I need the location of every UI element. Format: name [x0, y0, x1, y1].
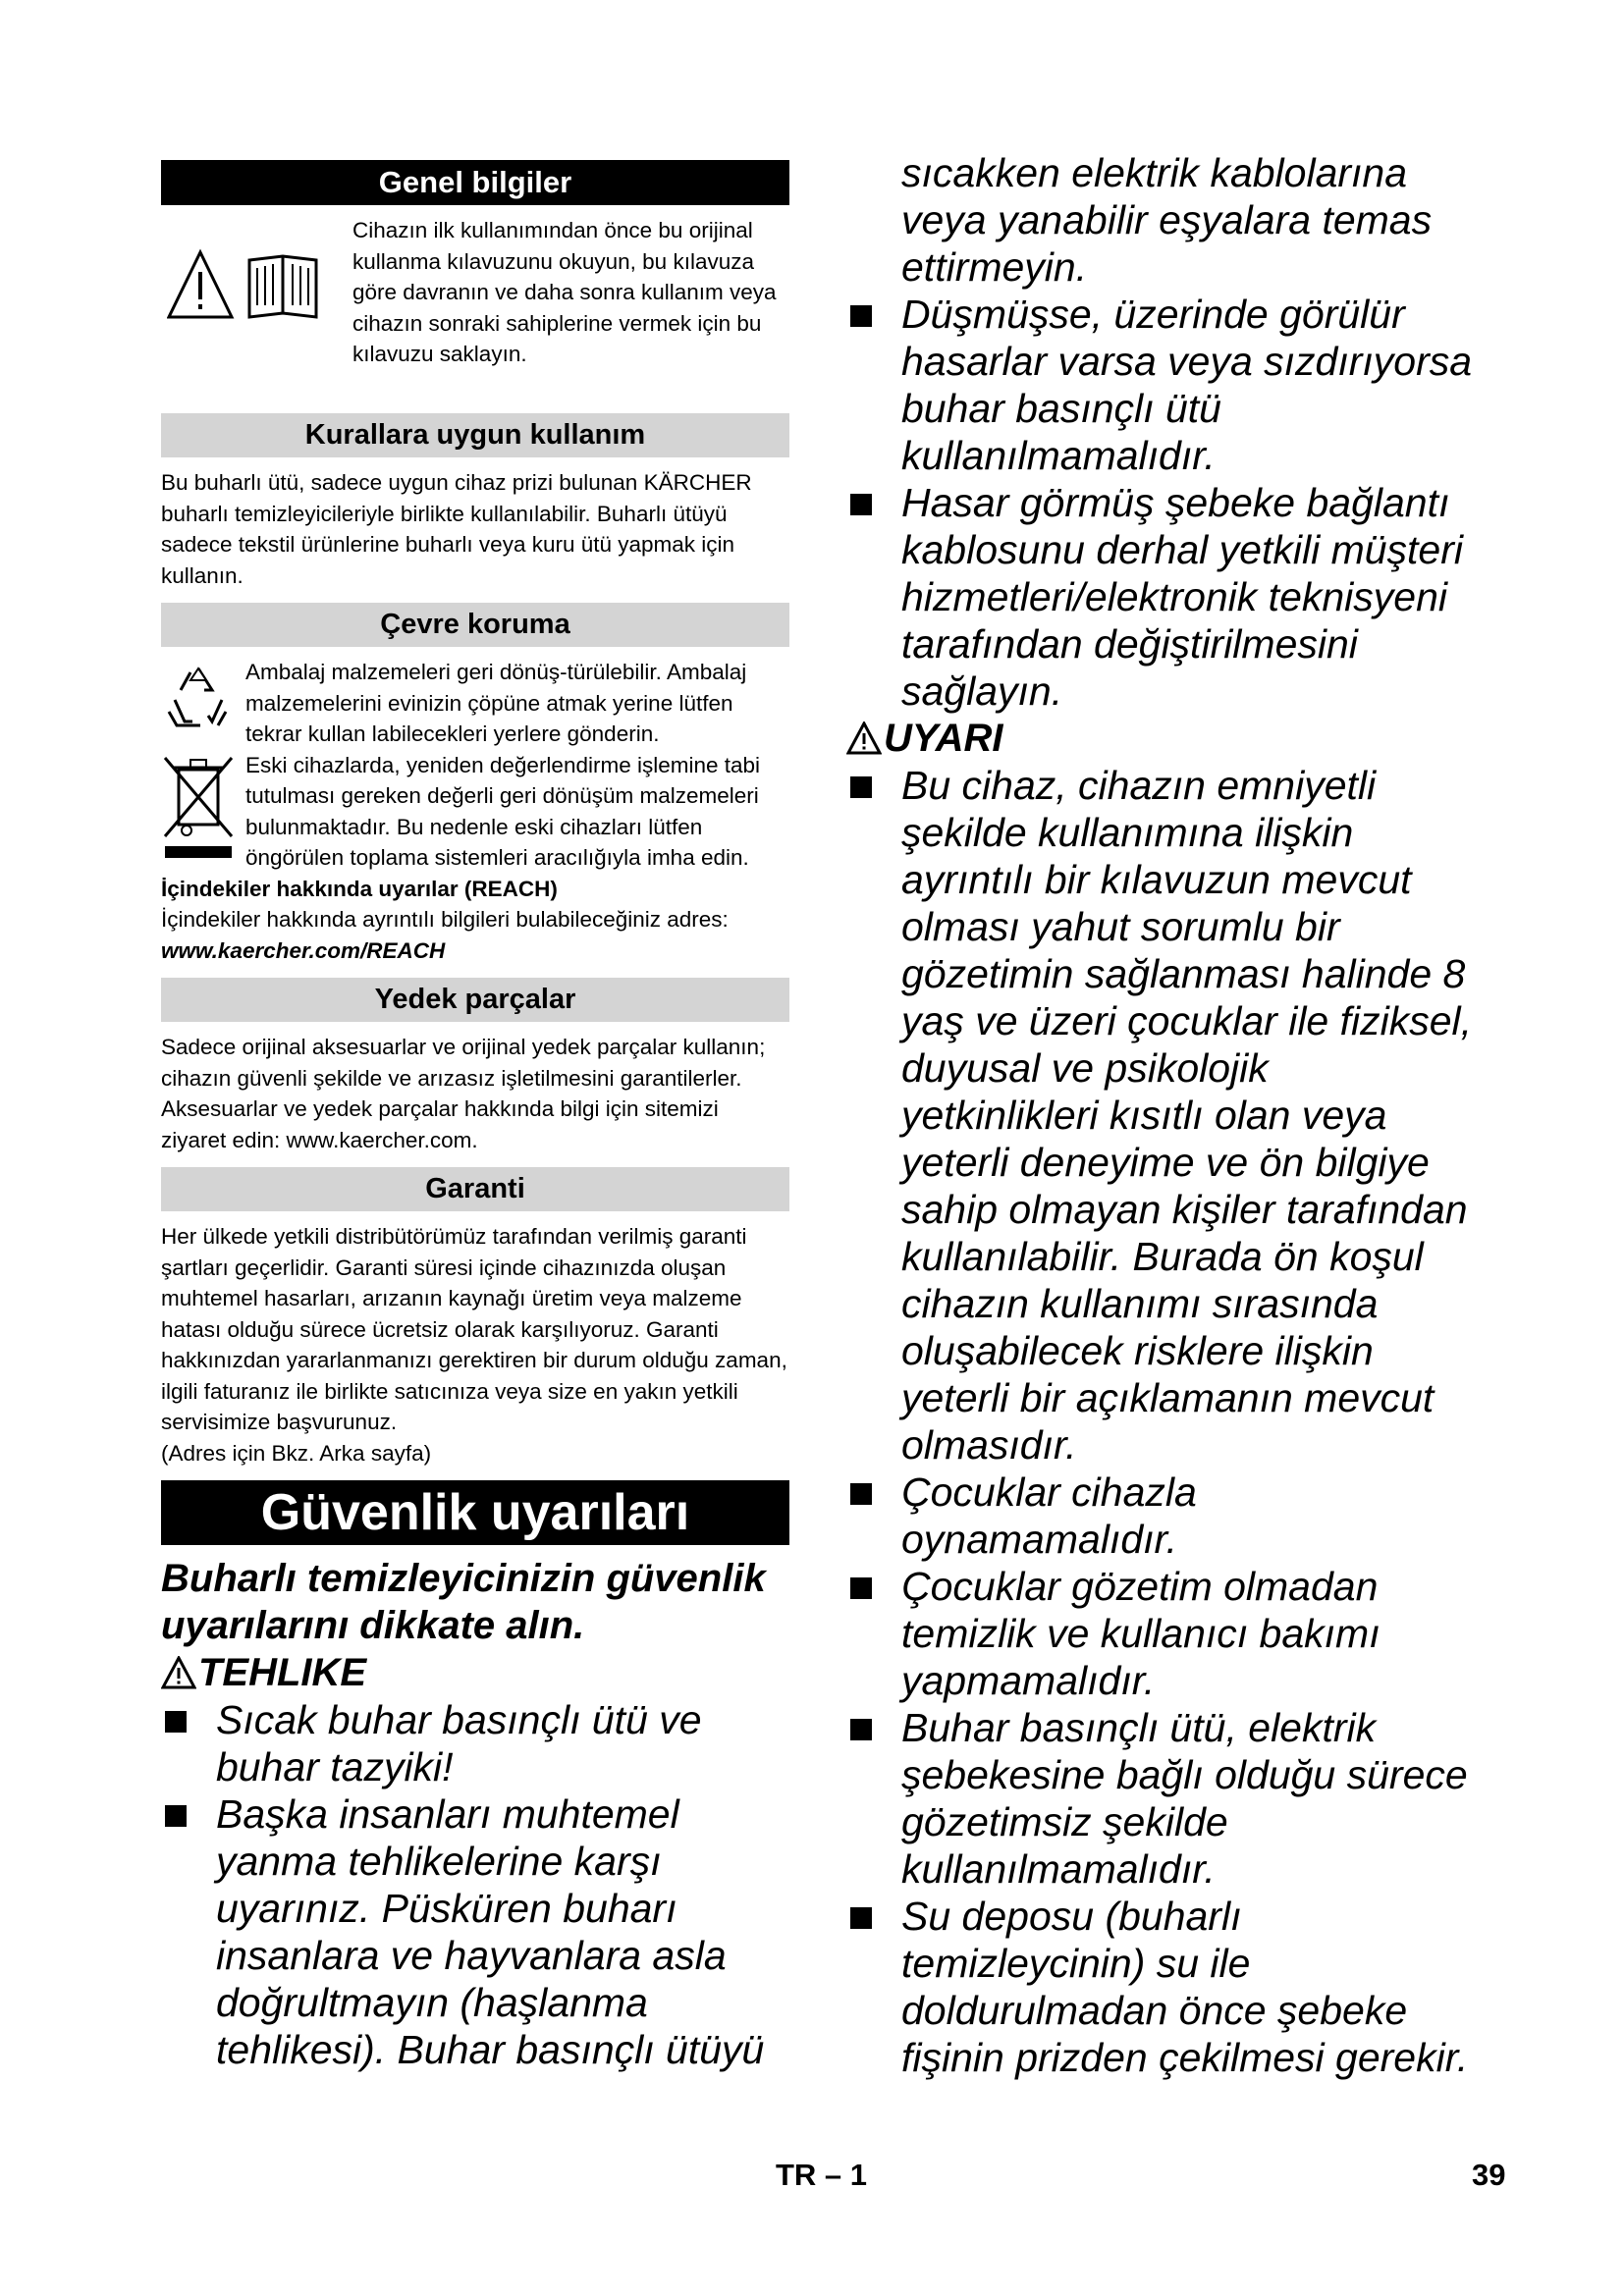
bullet-square-icon [850, 1907, 872, 1929]
warning-heading [846, 715, 1475, 762]
danger-continued-text: sıcakken elektrik kablolarına veya yanabilir eşyalara temas ettirmeyin. [901, 150, 1433, 290]
old-devices-text: Eski cihazlarda, yeniden değerlendirme işlemine tabi tutulması gereken değerli geri dönüşüm malzemeleri bulunmaktadır. Bu nedenle eski cihazları lütfen öngörülen toplama sistemleri aracılığıyla imha edin. [245, 752, 761, 870]
left-column [161, 160, 789, 2073]
warranty-text: Her ülkede yetkili distribütörümüz tarafından verilmiş garanti şartları geçerlidir. Garanti süresi içinde cihazınızda oluşan muhtemel hasarları, arızanın kaynağı üretim veya malzeme hatası olduğu sürece ücretsiz olarak karşılıyoruz. Garanti hakkınızdan yararlanmanızı gerektiren bir durum olduğu zaman, ilgili faturanız ile birlikte satıcınıza veya size en yakın yetkili servisimize başvurunuz. [161, 1224, 787, 1434]
bullet-square-icon [850, 1719, 872, 1740]
section-title-warranty: Garanti [161, 1167, 789, 1211]
list-item-text: Hasar görmüş şebeke bağlantı kablosunu derhal yetkili müşteri hizmetleri/elektronik teknisyeni tarafından değiştirilmesini sağlayın. [901, 480, 1463, 714]
list-item-text: Su deposu (buharlı temizleycinin) su ile doldurulmadan önce şebeke fişinin prizden çekilmesi gerekir. [901, 1894, 1469, 2080]
recycle-icon [161, 661, 236, 735]
list-item [846, 1704, 1475, 1893]
warning-label: UYARI [884, 717, 1003, 760]
list-item-text: Çocuklar cihazla oynamamalıdır. [901, 1469, 1197, 1562]
section-title-environment: Çevre koruma [161, 603, 789, 647]
reach-link[interactable]: www.kaercher.com/REACH [161, 937, 446, 963]
list-item [846, 291, 1475, 479]
warning-triangle-icon [846, 721, 882, 755]
bullet-square-icon [850, 1577, 872, 1599]
safety-lead: Buharlı temizleyicinizin güvenlik uyarılarını dikkate alın. [161, 1557, 766, 1647]
bullet-square-icon [850, 776, 872, 798]
list-item [846, 762, 1475, 1468]
bullet-square-icon [850, 1483, 872, 1505]
right-column [846, 149, 1475, 2081]
list-item [846, 1563, 1475, 1704]
list-item-text: Başka insanları muhtemel yanma tehlikelerine karşı uyarınız. Püsküren buharı insanlara ve hayvanlara asla doğrultmayın (haşlanma tehlikesi). Buhar basınçlı ütüyü [216, 1791, 765, 2072]
reach-text: İçindekiler hakkında ayrıntılı bilgileri bulabileceğiniz adres: [161, 907, 729, 932]
list-item-text: Sıcak buhar basınçlı ütü ve buhar tazyiki! [216, 1697, 702, 1789]
warranty-address-note: (Adres için Bkz. Arka sayfa) [161, 1440, 432, 1466]
section-title-general: Genel bilgiler [161, 160, 789, 205]
list-item [846, 1468, 1475, 1563]
bullet-square-icon [165, 1805, 187, 1827]
page-label: TR – 1 [776, 2158, 868, 2192]
danger-list-continued [846, 291, 1475, 715]
reach-heading: İçindekiler hakkında uyarılar (REACH) [161, 876, 558, 901]
bullet-square-icon [850, 305, 872, 327]
list-item-text: Buhar basınçlı ütü, elektrik şebekesine bağlı olduğu sürece gözetimsiz şekilde kullanılmamalıdır. [901, 1705, 1468, 1892]
bullet-square-icon [850, 494, 872, 515]
list-item-text: Düşmüşse, üzerinde görülür hasarlar varsa veya sızdırıyorsa buhar basınçlı ütü kullanılmamalıdır. [901, 292, 1473, 478]
packaging-text: Ambalaj malzemeleri geri dönüş-türülebilir. Ambalaj malzemelerini evinizin çöpüne atmak yerine lütfen tekrar kullan labilecekleri yerlere gönderin. [245, 660, 747, 746]
warning-manual-icon [167, 244, 324, 333]
spare-parts-text-1: Sadece orijinal aksesuarlar ve orijinal yedek parçalar kullanın; cihazın güvenli şekilde ve arızasız işletilmesini garantilerler. [161, 1035, 766, 1091]
warning-list [846, 762, 1475, 2081]
old-devices-block [161, 750, 789, 874]
general-info-text: Cihazın ilk kullanımından önce bu orijinal kullanma kılavuzunu okuyun, bu kılavuza göre davranın ve daha sonra kullanım veya cihazın sonraki sahiplerine vermek için bu kılavuzu saklayın. [352, 218, 777, 366]
list-item [846, 479, 1475, 715]
list-item [161, 1790, 789, 2073]
section-title-intended-use: Kurallara uygun kullanım [161, 413, 789, 457]
crossed-bin-icon [161, 752, 236, 862]
packaging-block [161, 657, 789, 750]
list-item [846, 1893, 1475, 2081]
list-item [161, 1696, 789, 1790]
danger-list [161, 1696, 789, 2073]
intended-use-text: Bu buharlı ütü, sadece uygun cihaz prizi bulunan KÄRCHER buharlı temizleyicileriyle birlikte kullanılabilir. Buharlı ütüyü sadece tekstil ürünlerine buharlı veya kuru ütü yapmak için kullanın. [161, 470, 752, 588]
page-number: 39 [1472, 2158, 1506, 2192]
danger-heading [161, 1649, 789, 1696]
bullet-square-icon [165, 1711, 187, 1733]
spare-parts-text-2: Aksesuarlar ve yedek parçalar hakkında bilgi için sitemizi ziyaret edin: www.kaercher.com. [161, 1096, 719, 1152]
general-info-block [161, 215, 789, 401]
danger-label: TEHLIKE [198, 1651, 367, 1694]
list-item-text: Çocuklar gözetim olmadan temizlik ve kullanıcı bakımı yapmamalıdır. [901, 1564, 1380, 1703]
section-title-spare-parts: Yedek parçalar [161, 978, 789, 1022]
section-title-safety: Güvenlik uyarıları [161, 1480, 789, 1545]
list-item-text: Bu cihaz, cihazın emniyetli şekilde kullanımına ilişkin ayrıntılı bir kılavuzun mevcut olması yahut sorumlu bir gözetimin sağlanması halinde 8 yaş ve üzeri çocuklar ile fiziksel, duyusal ve psikolojik yetkinlikleri kısıtlı olan veya yeterli deneyime ve ön bilgiye sahip olmayan kişiler tarafından kullanılabilir. Burada ön koşul cihazın kullanımı sırasında oluşabilecek risklere ilişkin yeterli bir açıklamanın mevcut olmasıdır. [901, 763, 1473, 1468]
danger-triangle-icon [161, 1656, 196, 1689]
